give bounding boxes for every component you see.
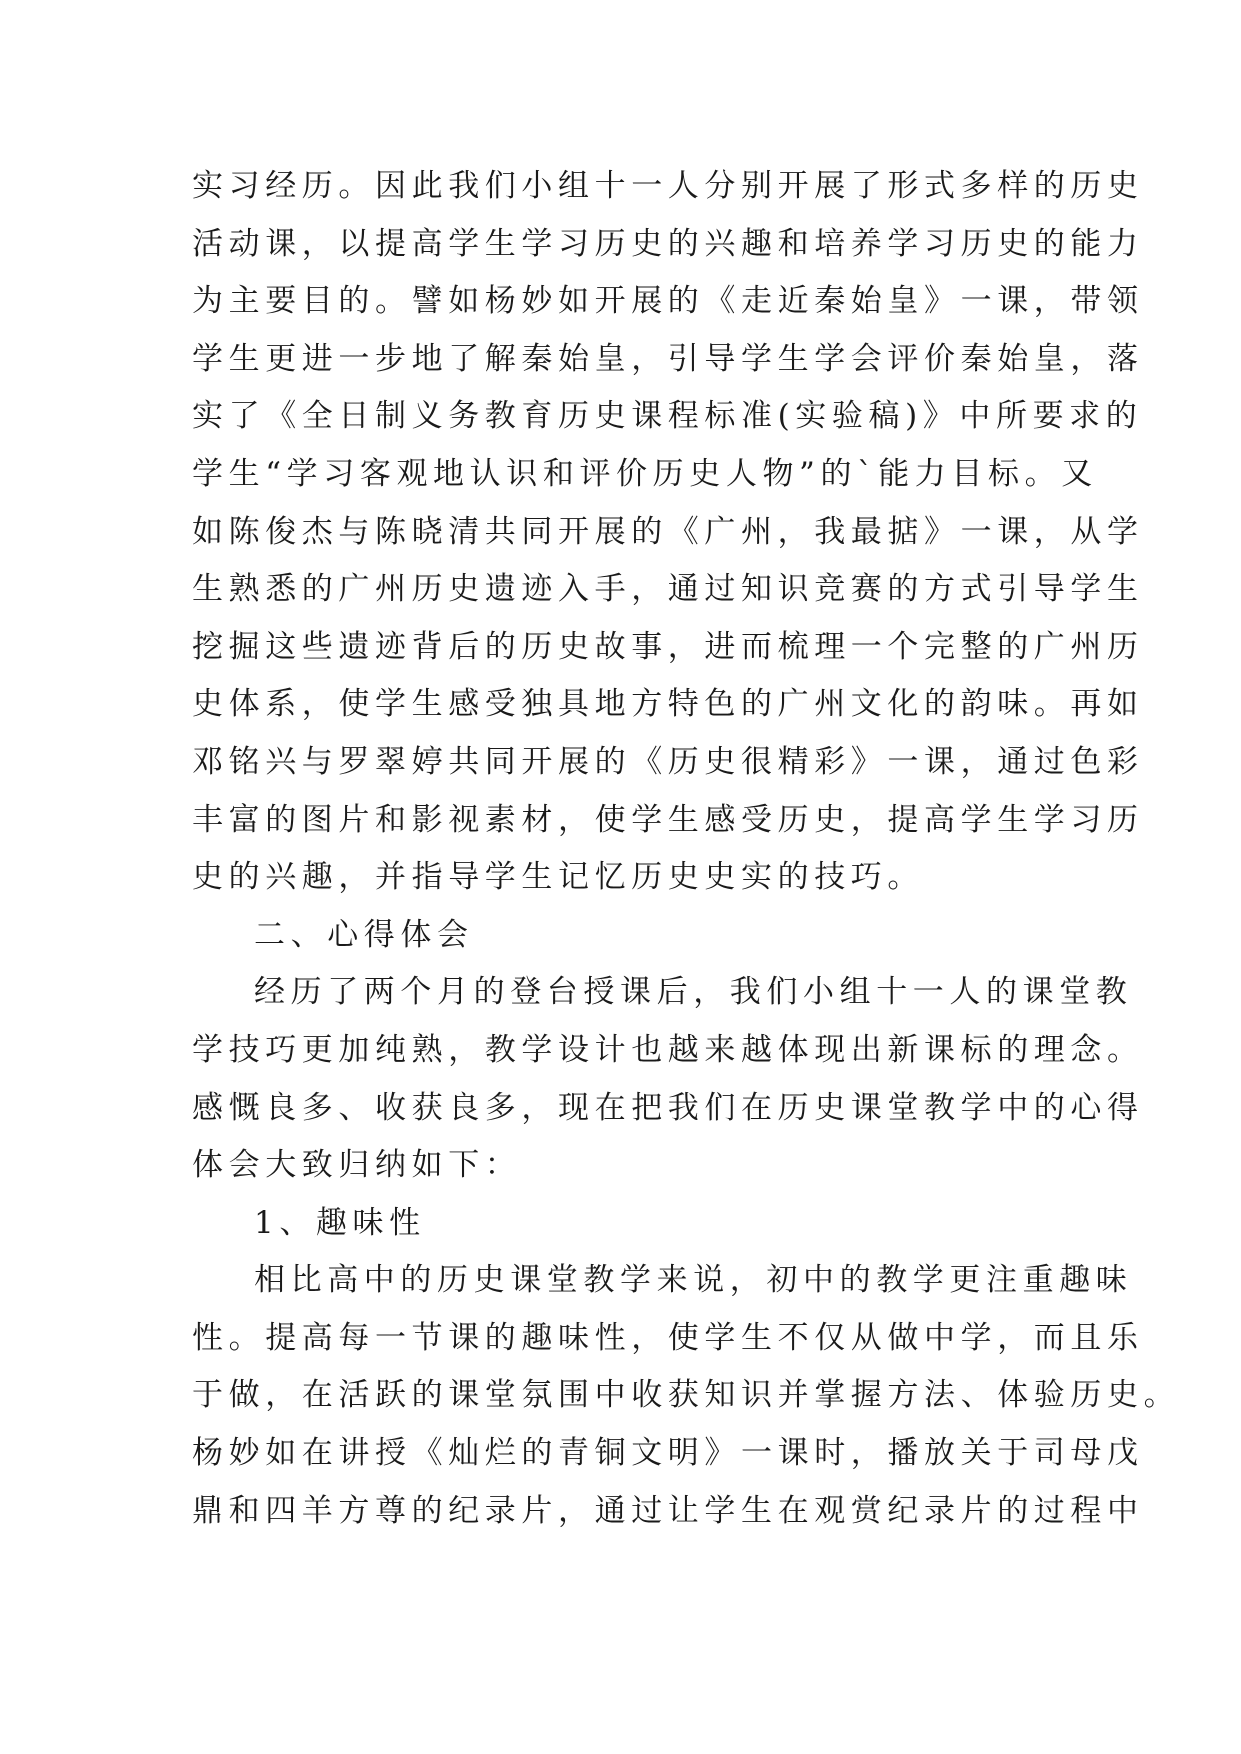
paragraph-start: 经历了两个月的登台授课后，我们小组十一人的课堂教 bbox=[254, 974, 1133, 1011]
document-body bbox=[192, 158, 1181, 1540]
body-line: 性。提高每一节课的趣味性，使学生不仅从做中学，而且乐 bbox=[192, 1319, 1144, 1356]
body-line: 鼎和四羊方尊的纪录片，通过让学生在观赏纪录片的过程中 bbox=[192, 1492, 1144, 1529]
body-line: 学生更进一步地了解秦始皇，引导学生学会评价秦始皇，落 bbox=[192, 340, 1144, 377]
body-line: 实习经历。因此我们小组十一人分别开展了形式多样的历史 bbox=[192, 168, 1144, 204]
paragraph-start: 相比高中的历史课堂教学来说，初中的教学更注重趣味 bbox=[254, 1262, 1133, 1299]
body-line: 学生“学习客观地认识和评价历史人物”的`能力目标。又 bbox=[192, 455, 1098, 492]
body-line: 为主要目的。譬如杨妙如开展的《走近秦始皇》一课，带领 bbox=[192, 283, 1144, 320]
body-line: 挖掘这些遗迹背后的历史故事，进而梳理一个完整的广州历 bbox=[192, 628, 1144, 665]
body-line: 体会大致归纳如下： bbox=[192, 1147, 522, 1184]
body-line: 史的兴趣，并指导学生记忆历史史实的技巧。 bbox=[192, 859, 924, 896]
body-line: 于做，在活跃的课堂氛围中收获知识并掌握方法、体验历史。 bbox=[192, 1377, 1181, 1414]
body-line: 生熟悉的广州历史遗迹入手，通过知识竞赛的方式引导学生 bbox=[192, 571, 1144, 608]
section-heading: 二、心得体会 bbox=[254, 916, 474, 953]
body-line: 实了《全日制义务教育历史课程标准(实验稿)》中所要求的 bbox=[192, 398, 1143, 435]
body-line: 学技巧更加纯熟，教学设计也越来越体现出新课标的理念。 bbox=[192, 1031, 1144, 1068]
body-line: 感慨良多、收获良多，现在把我们在历史课堂教学中的心得 bbox=[192, 1089, 1144, 1126]
body-line: 杨妙如在讲授《灿烂的青铜文明》一课时，播放关于司母戊 bbox=[192, 1435, 1144, 1472]
body-line: 邓铭兴与罗翠婷共同开展的《历史很精彩》一课，通过色彩 bbox=[192, 743, 1144, 780]
body-line: 活动课，以提高学生学习历史的兴趣和培养学习历史的能力 bbox=[192, 225, 1144, 262]
body-line: 史体系，使学生感受独具地方特色的广州文化的韵味。再如 bbox=[192, 686, 1144, 723]
body-line: 丰富的图片和影视素材，使学生感受历史，提高学生学习历 bbox=[192, 801, 1144, 838]
subsection-heading: 1、趣味性 bbox=[254, 1204, 426, 1241]
body-line: 如陈俊杰与陈晓清共同开展的《广州，我最掂》一课，从学 bbox=[192, 513, 1144, 550]
